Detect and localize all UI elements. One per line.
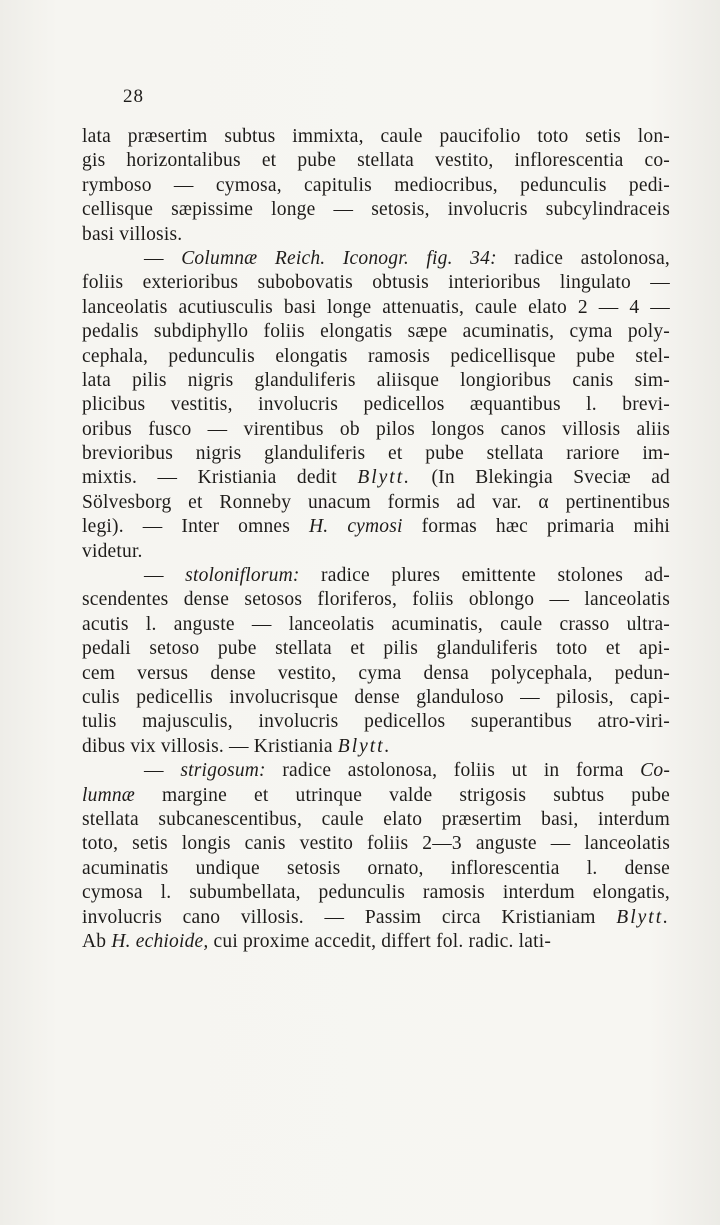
text-segment: acuminatis undique setosis ornato, inflorescentia l. dense bbox=[82, 857, 670, 879]
text-segment: oribus fusco — virentibus ob pilos longos canos villosis aliis bbox=[82, 418, 670, 440]
text-line bbox=[82, 857, 670, 881]
text-line bbox=[82, 540, 670, 564]
text-line bbox=[82, 686, 670, 710]
text-line bbox=[82, 223, 670, 247]
text-line bbox=[82, 613, 670, 637]
text-segment: tulis majusculis, involucris pedicellos superantibus atro-viri- bbox=[82, 711, 670, 733]
text-line bbox=[82, 198, 670, 222]
text-segment: dibus vix villosis. — Kristiania bbox=[82, 735, 338, 757]
italic-text: lumnæ bbox=[82, 784, 136, 806]
text-segment: videtur. bbox=[82, 540, 143, 562]
text-line bbox=[82, 710, 670, 734]
text-segment: Sölvesborg et Ronneby unacum formis ad var. α pertinentibus bbox=[82, 491, 670, 513]
text-segment: basi villosis. bbox=[82, 223, 183, 245]
text-segment: cymosa l. subumbellata, pedunculis ramosis interdum elongatis, bbox=[82, 882, 670, 904]
text-segment: (In Blekingia Sveciæ ad bbox=[411, 467, 670, 489]
text-segment: toto, setis longis canis vestito foliis 2—3 anguste — lanceolatis bbox=[82, 833, 670, 855]
text-line bbox=[82, 247, 670, 271]
text-line bbox=[82, 906, 670, 930]
text-segment: pedalis subdiphyllo foliis elongatis sæpe acuminatis, cyma poly- bbox=[82, 321, 670, 343]
text-segment: margine et utrinque valde strigosis subtus pube bbox=[135, 784, 670, 806]
text-line bbox=[82, 881, 670, 905]
paragraph bbox=[82, 759, 670, 954]
italic-text: H. cymosi bbox=[309, 516, 403, 538]
text-segment: cem versus dense vestito, cyma densa polycephala, pedun- bbox=[82, 662, 670, 684]
text-line bbox=[82, 637, 670, 661]
text-line bbox=[82, 442, 670, 466]
text-segment: involucris cano villosis. — Passim circa Kristianiam bbox=[82, 906, 617, 928]
text-line bbox=[82, 369, 670, 393]
text-line bbox=[82, 930, 670, 954]
text-segment: cellisque sæpissime longe — setosis, involucris subcylindraceis bbox=[82, 199, 670, 221]
text-segment: radice astolonosa, bbox=[496, 247, 670, 269]
text-line bbox=[82, 491, 670, 515]
text-line bbox=[82, 662, 670, 686]
text-line bbox=[82, 125, 670, 149]
text-segment: stellata subcanescentibus, caule elato præsertim basi, interdum bbox=[82, 808, 670, 830]
paragraph bbox=[82, 564, 670, 759]
text-line bbox=[82, 832, 670, 856]
text-line bbox=[82, 296, 670, 320]
italic-text: H. echioide, bbox=[111, 930, 209, 952]
paragraph bbox=[82, 125, 670, 247]
text-segment: culis pedicellis involucrisque dense glanduloso — pilosis, capi- bbox=[82, 686, 670, 708]
text-segment: radice plures emittente stolones ad- bbox=[299, 565, 670, 587]
text-line bbox=[82, 564, 670, 588]
text-segment: formas hæc primaria mihi bbox=[402, 516, 671, 538]
text-line bbox=[82, 588, 670, 612]
text-segment: lata pilis nigris glanduliferis aliisque longioribus canis sim- bbox=[82, 369, 670, 391]
text-line bbox=[82, 784, 670, 808]
text-segment: scendentes dense setosos floriferos, foliis oblongo — lanceolatis bbox=[82, 589, 670, 611]
text-line bbox=[82, 466, 670, 490]
text-segment: cui proxime accedit, differt fol. radic. lati- bbox=[208, 930, 552, 952]
text-line bbox=[82, 808, 670, 832]
text-segment: cephala, pedunculis elongatis ramosis pedicellisque pube stel- bbox=[82, 345, 670, 367]
italic-text: Blytt. bbox=[337, 735, 392, 757]
text-segment: legi). — Inter omnes bbox=[82, 516, 310, 538]
text-line bbox=[82, 418, 670, 442]
text-line bbox=[82, 759, 670, 783]
italic-text: Co- bbox=[640, 760, 671, 782]
text-segment: foliis exterioribus subobovatis obtusis interioribus lingulato — bbox=[82, 272, 670, 294]
text-line bbox=[82, 320, 670, 344]
text-segment: — bbox=[144, 565, 186, 587]
page-number: 28 bbox=[123, 86, 144, 107]
text-segment: — bbox=[144, 247, 182, 269]
text-line bbox=[82, 149, 670, 173]
text-segment: mixtis. — Kristiania dedit bbox=[82, 467, 358, 489]
italic-text: Columnæ Reich. Iconogr. fig. 34: bbox=[181, 247, 497, 269]
text-segment: gis horizontalibus et pube stellata vestito, inflorescentia co- bbox=[82, 150, 670, 172]
italic-text: Blytt. bbox=[616, 906, 670, 928]
text-segment: pedali setoso pube stellata et pilis glanduliferis toto et api- bbox=[82, 638, 670, 660]
text-segment: rymboso — cymosa, capitulis mediocribus, pedunculis pedi- bbox=[82, 174, 670, 196]
italic-text: strigosum: bbox=[180, 760, 266, 782]
italic-text: stoloniflorum: bbox=[185, 565, 300, 587]
text-line bbox=[82, 271, 670, 295]
text-line bbox=[82, 345, 670, 369]
text-segment: acutis l. anguste — lanceolatis acuminatis, caule crasso ultra- bbox=[82, 613, 670, 635]
text-segment: lanceolatis acutiusculis basi longe attenuatis, caule elato 2 — 4 — bbox=[82, 296, 670, 318]
paragraph bbox=[82, 247, 670, 564]
text-segment: radice astolonosa, foliis ut in forma bbox=[265, 760, 641, 782]
text-line bbox=[82, 174, 670, 198]
text-segment: Ab bbox=[82, 930, 112, 952]
italic-text: Blytt. bbox=[357, 467, 412, 489]
text-segment: brevioribus nigris glanduliferis et pube stellata rariore im- bbox=[82, 443, 670, 465]
text-line bbox=[82, 735, 670, 759]
text-segment: — bbox=[144, 760, 181, 782]
text-segment: lata præsertim subtus immixta, caule paucifolio toto setis lon- bbox=[82, 126, 670, 147]
body-text bbox=[82, 125, 670, 954]
text-line bbox=[82, 515, 670, 539]
text-line bbox=[82, 393, 670, 417]
text-segment: plicibus vestitis, involucris pedicellos æquantibus l. brevi- bbox=[82, 394, 670, 416]
